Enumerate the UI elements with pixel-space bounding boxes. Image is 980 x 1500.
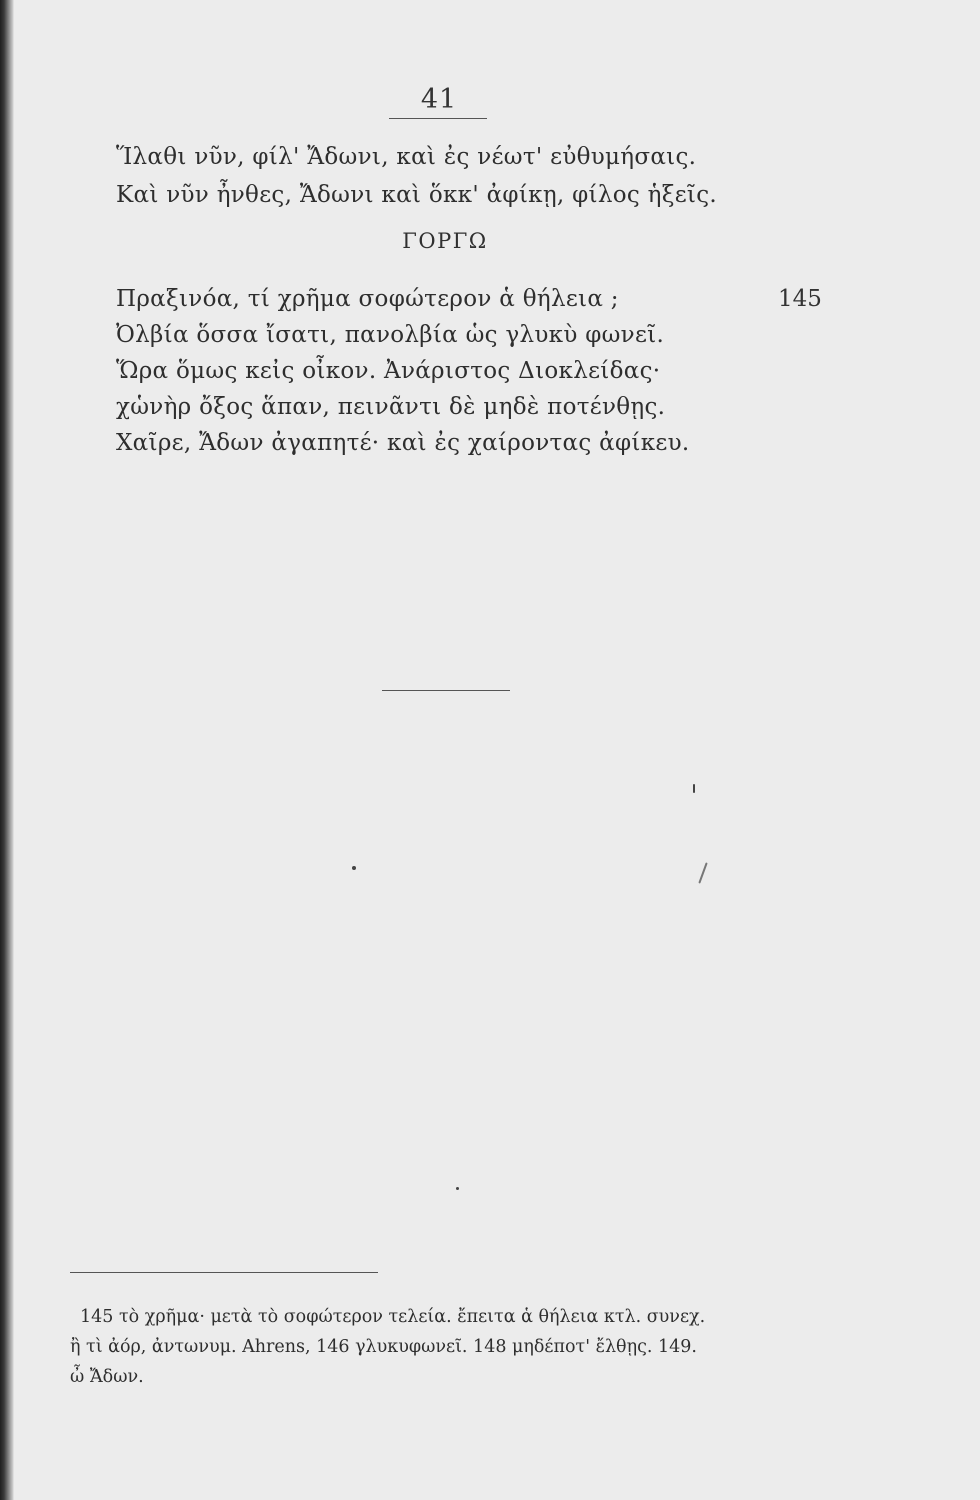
scan-speck	[693, 784, 695, 793]
header-rule	[389, 118, 487, 119]
footnote-line: 145 τὸ χρῆμα· μετὰ τὸ σοφώτερον τελεία. ἔπειτα ἁ θήλεια κτλ. συνεχ.	[80, 1307, 706, 1327]
verse-line: Ὀλβία ὅσσα ἴσατι, πανολβία ὡς γλυκὺ φωνεῖ.	[116, 322, 665, 348]
section-end-rule	[382, 690, 510, 691]
verse-line: Πραξινόα, τί χρῆμα σοφώτερον ἁ θήλεια ;	[116, 286, 619, 312]
speaker-heading: ΓΟΡΓΩ	[402, 229, 488, 253]
footnote-block	[70, 1302, 850, 1392]
footnote-line: ἢ τὶ ἀόρ, ἀντωνυμ. Ahrens, 146 γλυκυφωνεῖ. 148 μηδέποτ' ἔλθῃς. 149.	[70, 1337, 697, 1357]
verse-line: Ἵλαθι νῦν, φίλ' Ἄδωνι, καὶ ἐς νέωτ' εὐθυμήσαις.	[116, 144, 697, 170]
scan-speck	[456, 1187, 459, 1190]
footnote-rule	[70, 1272, 378, 1273]
scan-binding-edge	[0, 0, 14, 1500]
verse-line: Χαῖρε, Ἄδων ἀγαπητέ· καὶ ἐς χαίροντας ἀφίκευ.	[116, 430, 690, 456]
verse-line: Ὥρα ὅμως κεἰς οἶκον. Ἀνάριστος Διοκλείδας·	[116, 358, 661, 384]
scan-speck	[698, 862, 707, 883]
verse-line: Καὶ νῦν ἦνθες, Ἄδωνι καὶ ὅκκ' ἀφίκῃ, φίλος ἡξεῖς.	[116, 182, 718, 208]
scan-speck	[352, 866, 356, 870]
verse-line: χὡνὴρ ὄξος ἅπαν, πεινᾶντι δὲ μηδὲ ποτένθῃς.	[116, 394, 666, 420]
line-number-marker: 145	[778, 286, 822, 312]
footnote-line: ὦ Ἄδων.	[70, 1367, 144, 1387]
page-number: 41	[420, 84, 458, 115]
